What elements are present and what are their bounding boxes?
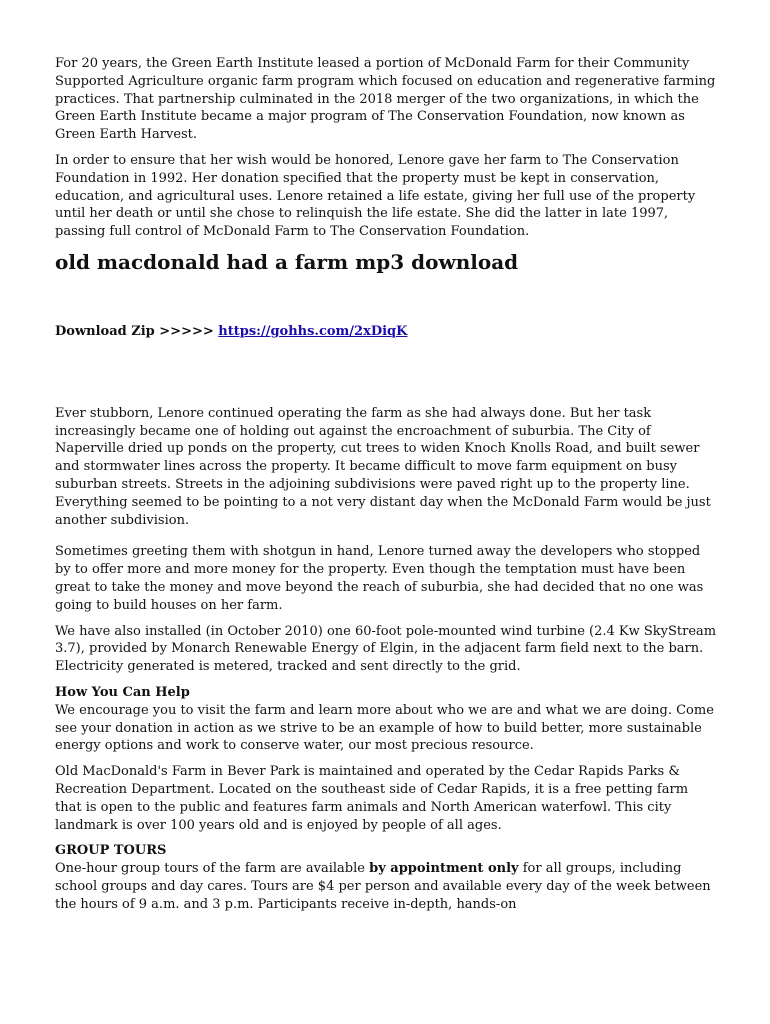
paragraph-stubborn: Ever stubborn, Lenore continued operating the farm as she had always done. But her task increasingly became one of holding out against the encroachment of suburbia. The City of Naperville dried up ponds on the property, cut trees to widen Knoch Knolls Road, and built sewer and stormwater lines across the property. It became difficult to move farm equipment on busy suburban streets. Streets in the adjoining subdivisions were paved right up to the property line. Everything seemed to be pointing to a not very distant day when the McDonald Farm would be just another subdivision. xyxy=(55,405,711,528)
group-tours-text-after: for all groups, including school groups and day cares. Tours are $4 per person and available every day of the week between the hours of 9 a.m. and 3 p.m. Participants receive in-depth, hands-on xyxy=(55,861,711,912)
help-section xyxy=(55,684,717,755)
group-tours-text-before: One-hour group tours of the farm are available xyxy=(55,861,370,877)
paragraph-shotgun: Sometimes greeting them with shotgun in hand, Lenore turned away the developers who stopped by to offer more and more money for the property. Even though the temptation must have been great to take the money and move beyond the reach of suburbia, she had decided that no one was going to build houses on her farm. xyxy=(55,544,704,613)
help-text: We encourage you to visit the farm and learn more about who we are and what we are doing. Come see your donation in action as we strive to be an example of how to build better, more sustainable energy options and work to conserve water, our most precious resource. xyxy=(55,702,714,754)
group-tours-heading: GROUP TOURS xyxy=(55,843,167,859)
page-title: old macdonald had a farm mp3 download xyxy=(55,249,519,274)
paragraph-cedar-rapids: Old MacDonald's Farm in Bever Park is maintained and operated by the Cedar Rapids Parks & Recreation Department. Located on the southeast side of Cedar Rapids, it is a free petting farm that is open to the public and features farm animals and North American waterfowl. This city landmark is over 100 years old and is enjoyed by people of all ages. xyxy=(55,764,689,833)
paragraph-green-earth: For 20 years, the Green Earth Institute leased a portion of McDonald Farm for their Community Supported Agriculture organic farm program which focused on education and regenerative farming practices. That partnership culminated in the 2018 merger of the two organizations, in which the Green Earth Institute became a major program of The Conservation Foundation, now known as Green Earth Harvest. xyxy=(55,56,716,143)
download-link[interactable]: https://gohhs.com/2xDiqK xyxy=(218,323,408,339)
group-tours-section xyxy=(55,842,717,913)
paragraph-wind-turbine: We have also installed (in October 2010) one 60-foot pole-mounted wind turbine (2.4 Kw SkyStream 3.7), provided by Monarch Renewable Energy of Elgin, in the adjacent farm field next to the barn. Electricity generated is metered, tracked and sent directly to the grid. xyxy=(55,623,717,675)
download-label: Download Zip >>>>> xyxy=(55,323,219,339)
group-tours-bold: by appointment only xyxy=(369,861,519,877)
download-line xyxy=(55,323,717,341)
document-page xyxy=(55,55,717,921)
paragraph-donation: In order to ensure that her wish would be honored, Lenore gave her farm to The Conservation Foundation in 1992. Her donation specified that the property must be kept in conservation, education, and agricultural uses. Lenore retained a life estate, giving her full use of the property until her death or until she chose to relinquish the life estate. She did the latter in late 1997, passing full control of McDonald Farm to The Conservation Foundation. xyxy=(55,152,696,240)
help-heading: How You Can Help xyxy=(55,684,190,700)
